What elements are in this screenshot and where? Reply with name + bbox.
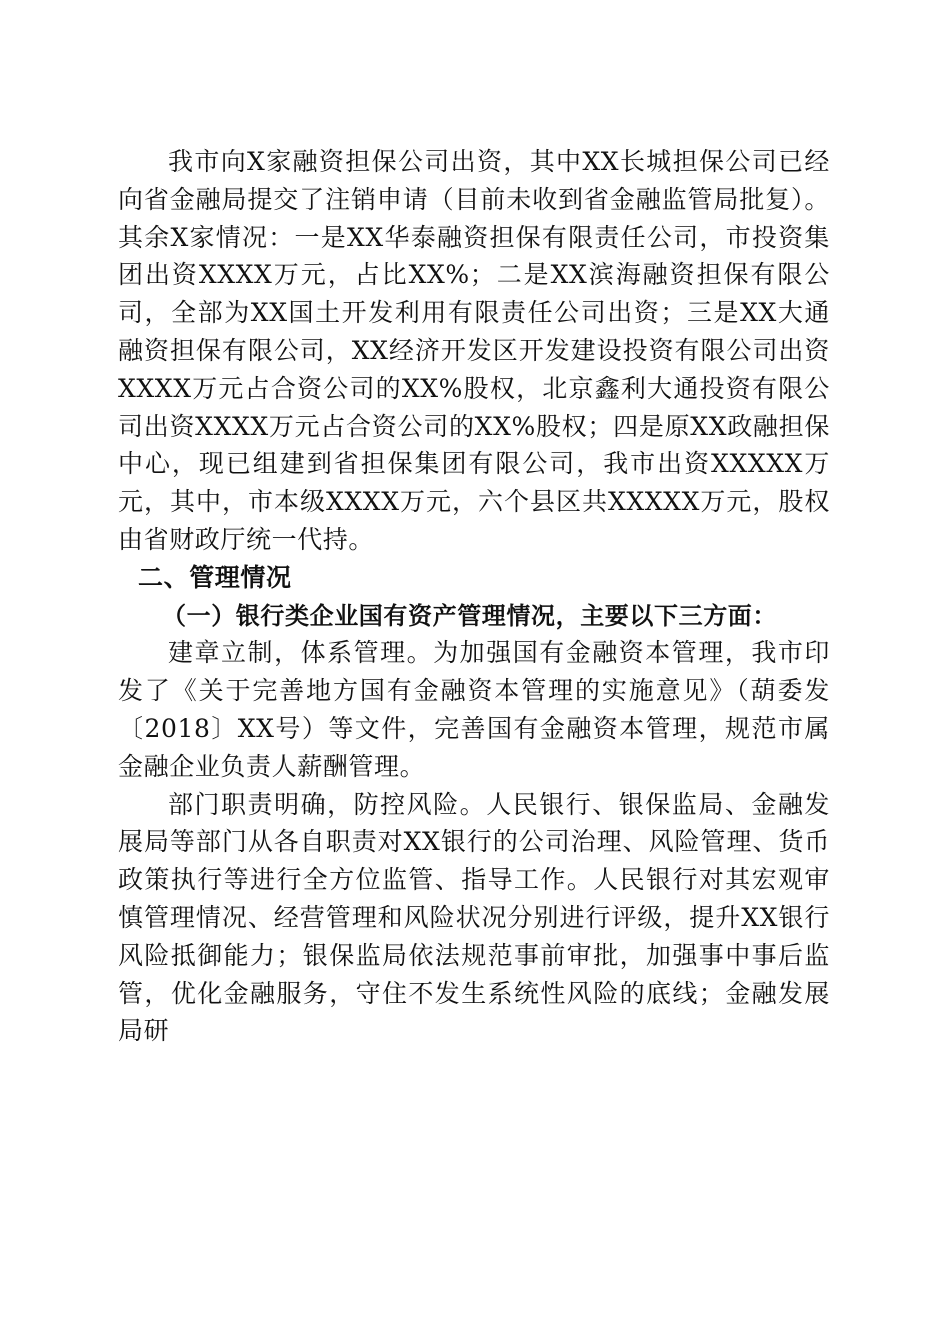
subsection-heading-bank-assets: （一）银行类企业国有资产管理情况，主要以下三方面： xyxy=(162,600,777,630)
text-line: 团出资XXXX万元，占比XX%；二是XX滨海融资担保有限公司， xyxy=(118,260,830,328)
paragraph-department-duties xyxy=(118,786,830,1051)
text-line: 建章立制，体系管理。为加强国有金融资本管理，我市印发 xyxy=(118,638,830,706)
text-line: 部门职责明确，防控风险。人民银行、银保监局、金融发展 xyxy=(118,789,830,857)
text-line: 我市向X家融资担保公司出资，其中XX长城担保公司已经 xyxy=(168,147,830,176)
text-line: 了《关于完善地方国有金融资本管理的实施意见》（葫委发 xyxy=(144,676,830,706)
text-line: 万元占合资公司的XX%股权，北京鑫利大通投资有限公司出资 xyxy=(118,373,830,441)
text-line: 险抵御能力；银保监局依法规范事前审批，加强事中事后监管， xyxy=(118,940,830,1008)
text-line: 全部为XX国土开发利用有限责任公司出资；三是XX大通融资 xyxy=(118,298,830,365)
text-line: 向省金融局提交了注销申请（目前未收到省金融监管局批复）。 xyxy=(118,184,830,214)
text-line: 现已组建到省担保集团有限公司，我市出资XXXXX万元，其中， xyxy=(118,449,830,517)
section-heading-management: 二、管理情况 xyxy=(138,562,292,592)
text-line: 〔2018〕XX号）等文件，完善国有金融资本管理，规范市属金 xyxy=(118,713,830,781)
text-line: 优化金融服务，守住不发生系统性风险的底线；金融发展局研 xyxy=(118,978,830,1046)
text-line: 局等部门从各自职责对XX银行的公司治理、风险管理、货币政 xyxy=(118,827,830,895)
text-line: 策执行等进行全方位监管、指导工作。人民银行对其宏观审慎 xyxy=(118,865,830,932)
paragraph-regulations xyxy=(118,634,830,785)
text-line: 其余X家情况：一是XX华泰融资担保有限责任公司，市投资集 xyxy=(118,222,830,252)
text-line: 担保有限公司，XX经济开发区开发建设投资有限公司出资XXXX xyxy=(118,335,831,403)
paragraph-guarantee-companies xyxy=(118,143,830,559)
text-line: 融企业负责人薪酬管理。 xyxy=(143,751,426,781)
text-line: XXXX万元占合资公司的XX%股权；四是原XX政融担保中心， xyxy=(118,411,830,479)
text-line: 管理情况、经营管理和风险状况分别进行评级，提升XX银行风 xyxy=(118,902,830,970)
document-page xyxy=(118,143,830,1050)
text-line: 一代持。 xyxy=(271,524,375,554)
text-line: 市本级XXXX万元，六个县区共XXXXX万元，股权由省财政厅统 xyxy=(118,487,830,554)
